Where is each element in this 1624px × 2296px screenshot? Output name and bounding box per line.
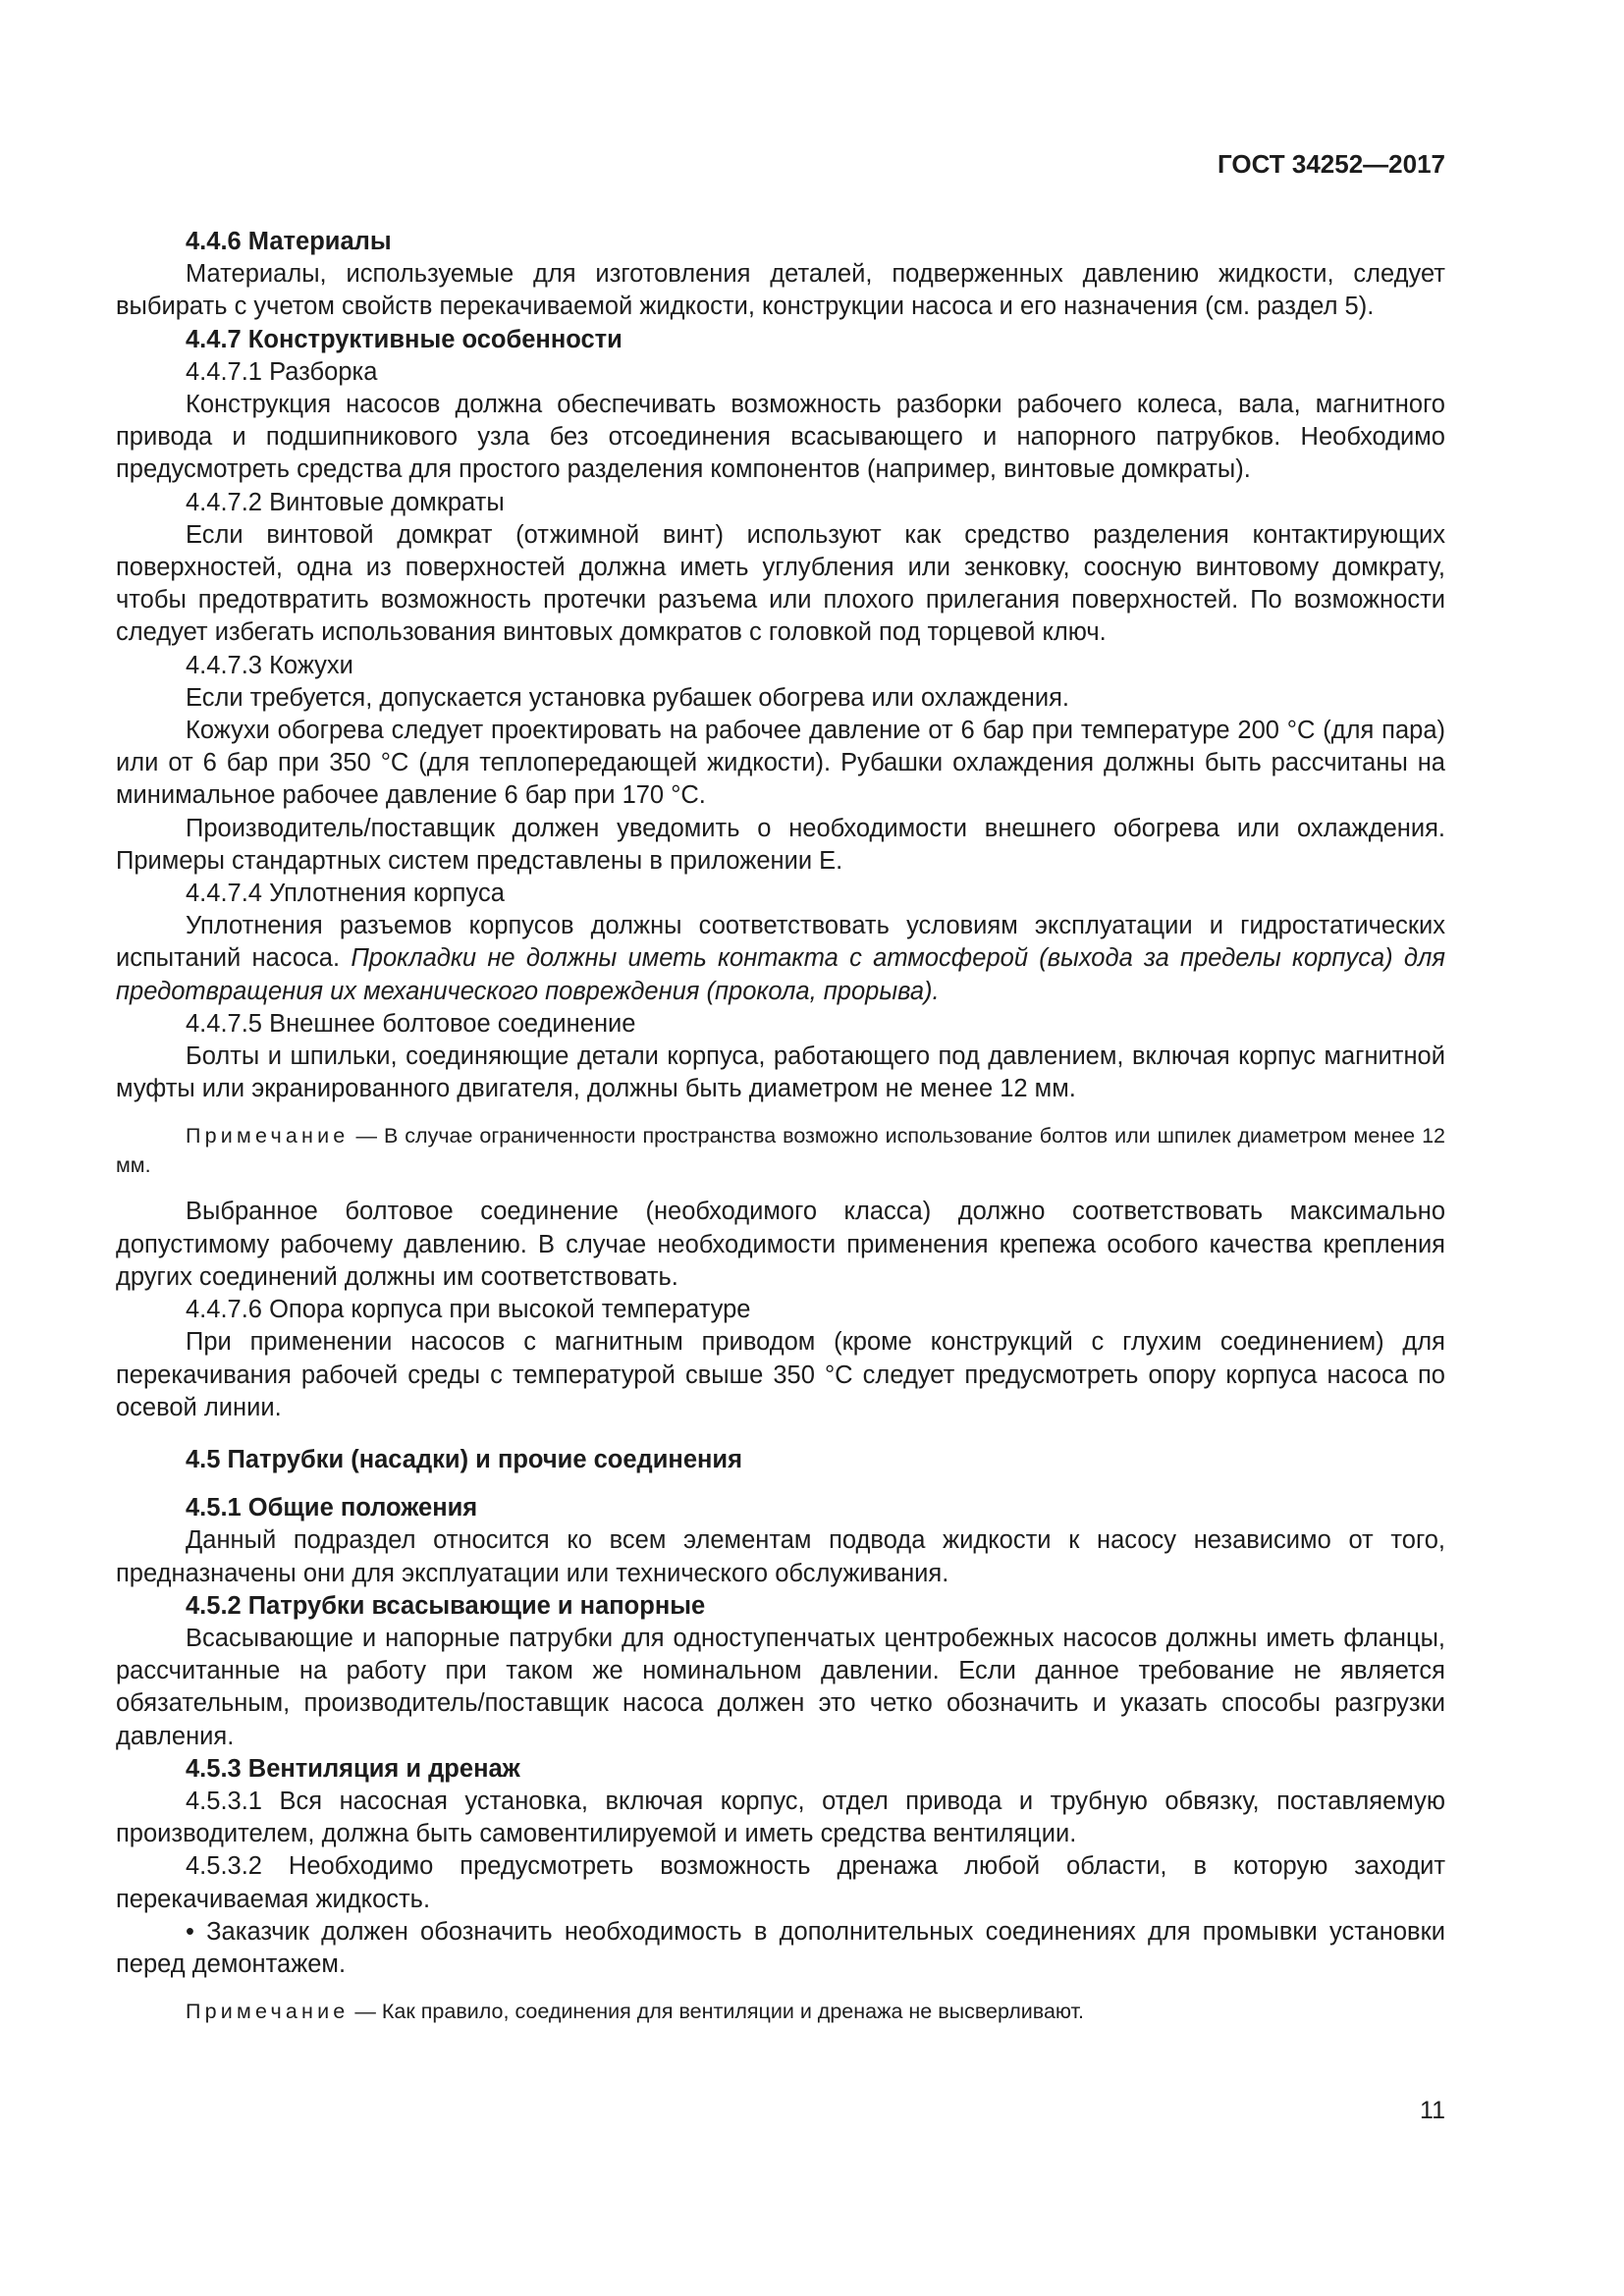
note-label: Примечание: [186, 1124, 350, 1148]
subsection-title: 4.4.7.6 Опора корпуса при высокой температуре: [186, 1296, 751, 1324]
paragraph: Кожухи обогрева следует проектировать на рабочее давление от 6 бар при температуре 200 °С (для пара) или от 6 бар при 350 °С (для теплопередающей жидкости). Рубашки охлаждения должны быть рассчитаны на минимальное рабочее давление 6 бар при 170 °С.: [116, 717, 1445, 810]
bullet-item: • Заказчик должен обозначить необходимость в дополнительных соединениях для промывки установки перед демонтажем.: [116, 1917, 1445, 1978]
subsection-title: 4.4.7.4 Уплотнения корпуса: [186, 880, 505, 908]
page-number: 11: [1420, 2097, 1445, 2124]
heading-4-5-3: 4.5.3 Вентиляция и дренаж: [186, 1754, 520, 1783]
paragraph: Производитель/поставщик должен уведомить о необходимости внешнего обогрева или охлаждения. Примеры стандартных систем представлены в приложении Е.: [116, 814, 1445, 875]
document-body: [116, 226, 1445, 2026]
paragraph: Материалы, используемые для изготовления деталей, подверженных давлению жидкости, следует выбирать с учетом свойств перекачиваемой жидкости, конструкции насоса и его назначения (см. раздел 5).: [116, 260, 1445, 321]
italic-text: Прокладки не должны иметь контакта с атмосферой (выхода за пределы корпуса) для предотвращения их механического повреждения (прокола, прорыва).: [116, 944, 1445, 1005]
note-text: — В случае ограниченности пространства возможно использование болтов или шпилек диаметром менее 12 мм.: [116, 1124, 1445, 1178]
paragraph: Если требуется, допускается установка рубашек обогрева или охлаждения.: [186, 683, 1070, 712]
paragraph: Конструкция насосов должна обеспечивать возможность разборки рабочего колеса, вала, магнитного привода и подшипникового узла без отсоединения всасывающего и напорного патрубков. Необходимо предусмотреть средства для простого разделения компонентов (например, винтовые домкраты).: [116, 391, 1445, 484]
heading-4-5: 4.5 Патрубки (насадки) и прочие соединения: [186, 1445, 742, 1473]
document-id: ГОСТ 34252—2017: [1218, 149, 1445, 179]
paragraph: При применении насосов с магнитным приводом (кроме конструкций с глухим соединением) для перекачивания рабочей среды с температурой свыше 350 °С следует предусмотреть опору корпуса насоса по осевой линии.: [116, 1328, 1445, 1421]
heading-4-4-6: 4.4.6 Материалы: [186, 228, 392, 255]
paragraph: Данный подраздел относится ко всем элементам подвода жидкости к насосу независимо от того, предназначены они для эксплуатации или технического обслуживания.: [116, 1526, 1445, 1587]
paragraph-text: Уплотнения разъемов корпусов должны соответствовать условиям эксплуатации и гидростатических испытаний насоса.: [116, 912, 1445, 973]
paragraph: Болты и шпильки, соединяющие детали корпуса, работающего под давлением, включая корпус магнитной муфты или экранированного двигателя, должны быть диаметром не менее 12 мм.: [116, 1042, 1445, 1103]
note: [116, 1121, 1445, 1180]
note-label: Примечание: [186, 2000, 350, 2024]
heading-4-5-2: 4.5.2 Патрубки всасывающие и напорные: [186, 1591, 706, 1620]
paragraph: 4.5.3.2 Необходимо предусмотреть возможность дренажа любой области, в которую заходит перекачиваемая жидкость.: [116, 1852, 1445, 1913]
paragraph-with-italic: [116, 910, 1445, 1008]
subsection-title: 4.4.7.3 Кожухи: [186, 651, 353, 679]
subsection-title: 4.4.7.1 Разборка: [186, 357, 378, 386]
note: [116, 1997, 1445, 2026]
heading-4-4-7: 4.4.7 Конструктивные особенности: [186, 325, 623, 353]
heading-4-5-1: 4.5.1 Общие положения: [186, 1494, 478, 1522]
paragraph: Выбранное болтовое соединение (необходимого класса) должно соответствовать максимально допустимому рабочему давлению. В случае необходимости применения крепежа особого качества крепления других соединений должны им соответствовать.: [116, 1198, 1445, 1291]
subsection-title: 4.4.7.2 Винтовые домкраты: [186, 488, 505, 516]
subsection-title: 4.4.7.5 Внешнее болтовое соединение: [186, 1009, 636, 1038]
paragraph: Всасывающие и напорные патрубки для одноступенчатых центробежных насосов должны иметь фланцы, рассчитанные на работу при таком же номинальном давлении. Если данное требование не является обязательным, производитель/поставщик насоса должен это четко обозначить и указать способы разгрузки давления.: [116, 1624, 1445, 1750]
paragraph: 4.5.3.1 Вся насосная установка, включая корпус, отдел привода и трубную обвязку, поставляемую производителем, должна быть самовентилируемой и иметь средства вентиляции.: [116, 1787, 1445, 1848]
note-text: — Как правило, соединения для вентиляции и дренажа не высверливают.: [349, 2000, 1084, 2024]
paragraph: Если винтовой домкрат (отжимной винт) используют как средство разделения контактирующих поверхностей, одна из поверхностей должна иметь углубления или зенковку, соосную винтовому домкрату, чтобы предотвратить возможность протечки разъема или плохого прилегания поверхностей. По возможности следует избегать использования винтовых домкратов с головкой под торцевой ключ.: [116, 520, 1445, 647]
